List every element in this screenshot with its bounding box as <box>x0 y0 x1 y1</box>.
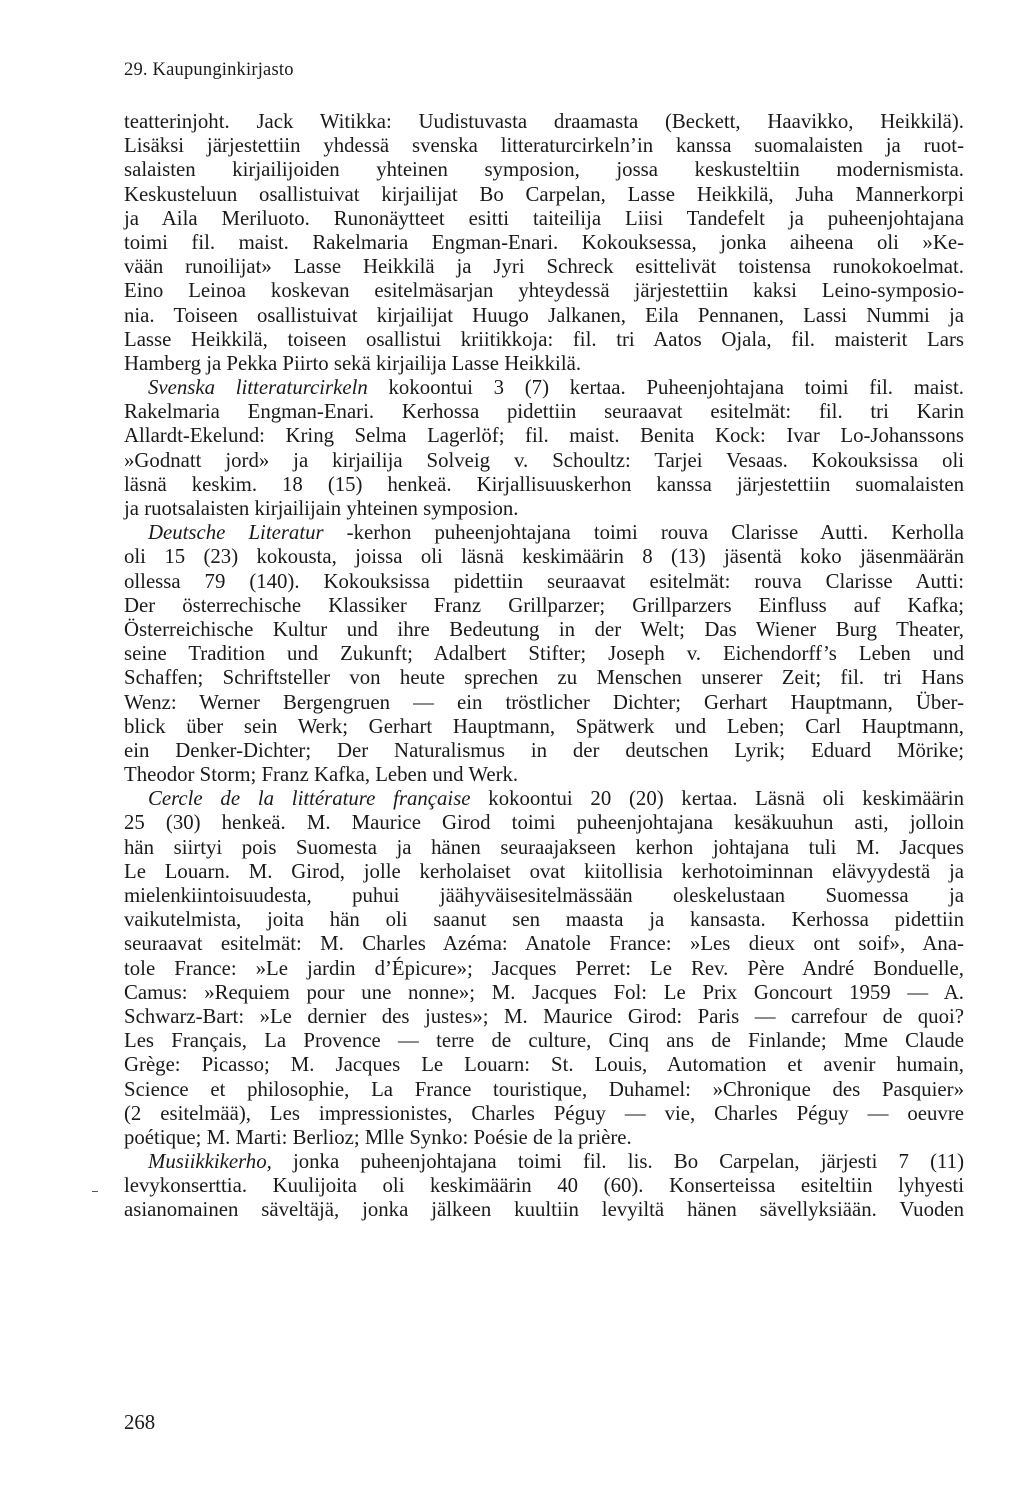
text-segment: jonka puheenjohtajana toimi fil. lis. Bo Carpelan, järjesti 7 (11) <box>271 1150 964 1174</box>
text-segment: asianomainen säveltäjä, jonka jälkeen kuultiin levyiltä hänen sävellyksiään. Vuoden <box>124 1198 964 1222</box>
text-segment: »Godnatt jord» ja kirjailija Solveig v. Schoultz: Tarjei Vesaas. Kokouksissa oli <box>124 448 964 472</box>
italic-title: Svenska litteraturcirkeln <box>148 376 368 400</box>
text-line <box>124 424 964 448</box>
text-line <box>124 134 964 158</box>
text-line <box>124 473 964 497</box>
text-line <box>124 981 964 1005</box>
text-segment: poétique; M. Marti: Berlioz; Mlle Synko: Poésie de la prière. <box>124 1125 632 1149</box>
text-segment: läsnä keskim. 18 (15) henkeä. Kirjallisuuskerhon kanssa järjestettiin suomalaisten <box>124 472 964 496</box>
text-line <box>124 739 964 763</box>
text-segment: toimi fil. maist. Rakelmaria Engman-Enari. Kokouksessa, jonka aiheena oli »Ke- <box>124 230 964 254</box>
text-line <box>124 1078 964 1102</box>
text-line <box>124 884 964 908</box>
text-segment: Les Français, La Provence — terre de culture, Cinq ans de Finlande; Mme Claude <box>124 1029 964 1053</box>
text-line <box>124 183 964 207</box>
text-line <box>124 1150 964 1174</box>
text-line <box>124 642 964 666</box>
text-segment: levykonserttia. Kuulijoita oli keskimäärin 40 (60). Konserteissa esiteltiin lyhyesti <box>124 1174 964 1198</box>
text-line <box>124 497 964 521</box>
text-segment: Theodor Storm; Franz Kafka, Leben und Werk. <box>124 763 519 787</box>
text-line <box>124 908 964 932</box>
text-line <box>124 1029 964 1053</box>
text-segment: blick über sein Werk; Gerhart Hauptmann, Spätwerk und Leben; Carl Hauptmann, <box>124 714 964 738</box>
text-segment: Allardt-Ekelund: Kring Selma Lagerlöf; fil. maist. Benita Kock: Ivar Lo-Johanssons <box>124 424 964 448</box>
text-segment: Lasse Heikkilä, toiseen osallistui kriitikkoja: fil. tri Aatos Ojala, fil. maisterit Lars <box>124 327 964 351</box>
text-line <box>124 570 964 594</box>
text-line <box>124 158 964 182</box>
text-segment: Rakelmaria Engman-Enari. Kerhossa pidettiin seuraavat esitelmät: fil. tri Karin <box>124 400 964 424</box>
text-segment: teatterinjoht. Jack Witikka: Uudistuvasta draamasta (Beckett, Haavikko, Heikkilä). <box>124 110 964 133</box>
text-segment: ein Denker-Dichter; Der Naturalismus in der deutschen Lyrik; Eduard Mörike; <box>124 738 964 762</box>
text-line <box>124 352 964 376</box>
text-line <box>124 207 964 231</box>
text-segment: Hamberg ja Pekka Piirto sekä kirjailija Lasse Heikkilä. <box>124 351 582 375</box>
text-segment: Schwarz-Bart: »Le dernier des justes»; M. Maurice Girod: Paris — carrefour de quoi? <box>124 1004 964 1028</box>
text-line <box>124 618 964 642</box>
text-line <box>124 521 964 545</box>
text-line <box>124 279 964 303</box>
text-line <box>124 715 964 739</box>
text-line <box>124 763 964 787</box>
text-segment: nia. Toiseen osallistuivat kirjailijat Huugo Jalkanen, Eila Pennanen, Lassi Nummi ja <box>124 303 964 327</box>
text-line <box>124 110 964 134</box>
italic-title: Cercle de la littérature française <box>148 787 471 811</box>
text-segment: oli 15 (23) kokousta, joissa oli läsnä keskimäärin 8 (13) jäsentä koko jäsenmäärän <box>124 545 964 569</box>
page-number: 268 <box>124 1411 156 1434</box>
text-line <box>124 545 964 569</box>
text-line <box>124 836 964 860</box>
text-segment: seuraavat esitelmät: M. Charles Azéma: Anatole France: »Les dieux ont soif», Ana- <box>124 932 964 956</box>
text-line <box>124 666 964 690</box>
text-segment: Science et philosophie, La France touristique, Duhamel: »Chronique des Pasquier» <box>124 1077 964 1101</box>
text-segment: kokoontui 20 (20) kertaa. Läsnä oli keskimäärin <box>470 787 964 811</box>
italic-title: Deutsche Literatur <box>148 521 324 545</box>
text-line <box>124 1174 964 1198</box>
text-segment: -kerhon puheenjohtajana toimi rouva Clarisse Autti. Kerholla <box>323 521 964 545</box>
text-segment: Der österrechische Klassiker Franz Grillparzer; Grillparzers Einfluss auf Kafka; <box>124 593 964 617</box>
text-line <box>124 1053 964 1077</box>
italic-title: Musiikkikerho, <box>148 1150 272 1174</box>
text-line <box>124 594 964 618</box>
text-segment: (2 esitelmää), Les impressionistes, Charles Péguy — vie, Charles Péguy — oeuvre <box>124 1101 964 1125</box>
text-segment: mielenkiintoisuudesta, puhui jäähyväisesitelmässään oleskelustaan Suomessa ja <box>124 884 964 907</box>
text-line <box>124 811 964 835</box>
text-line <box>124 255 964 279</box>
text-segment: vään runoilijat» Lasse Heikkilä ja Jyri Schreck esittelivät toistensa runokokoelmat. <box>124 255 964 279</box>
text-line <box>124 957 964 981</box>
text-segment: Lisäksi järjestettiin yhdessä svenska litteraturcirkeln’in kanssa suomalaisten ja ruot- <box>124 134 964 158</box>
text-segment: tole France: »Le jardin d’Épicure»; Jacques Perret: Le Rev. Père André Bonduelle, <box>124 956 964 980</box>
text-line <box>124 449 964 473</box>
text-segment: Le Louarn. M. Girod, jolle kerholaiset ovat kiitollisia kerhotoiminnan elävyydestä ja <box>124 859 964 883</box>
text-line <box>124 376 964 400</box>
text-segment: vaikutelmista, joita hän oli saanut sen maasta ja kansasta. Kerhossa pidettiin <box>124 908 964 932</box>
text-segment: Schaffen; Schriftsteller von heute sprechen zu Menschen unserer Zeit; fil. tri Hans <box>124 666 964 690</box>
text-line <box>124 400 964 424</box>
text-line <box>124 1198 964 1222</box>
text-segment: 25 (30) henkeä. M. Maurice Girod toimi puheenjohtajana kesäkuuhun asti, jolloin <box>124 811 964 835</box>
text-segment: Wenz: Werner Bergengruen — ein tröstlicher Dichter; Gerhart Hauptmann, Über- <box>124 690 964 714</box>
text-segment: ja ruotsalaisten kirjailijain yhteinen symposion. <box>124 497 519 520</box>
text-segment: seine Tradition und Zukunft; Adalbert Stifter; Joseph v. Eichendorff’s Leben und <box>124 642 964 666</box>
text-line <box>124 1126 964 1150</box>
text-segment: Grège: Picasso; M. Jacques Le Louarn: St. Louis, Automation et avenir humain, <box>124 1053 964 1077</box>
text-line <box>124 1005 964 1029</box>
text-line <box>124 304 964 328</box>
text-line <box>124 1102 964 1126</box>
text-segment: salaisten kirjailijoiden yhteinen symposion, jossa keskusteltiin modernismista. <box>124 158 964 182</box>
margin-mark <box>92 1191 98 1192</box>
text-segment: ja Aila Meriluoto. Runonäytteet esitti taiteilija Liisi Tandefelt ja puheenjohtajana <box>124 206 964 230</box>
text-segment: Keskusteluun osallistuivat kirjailijat Bo Carpelan, Lasse Heikkilä, Juha Mannerkorpi <box>124 182 964 206</box>
text-segment: ollessa 79 (140). Kokouksissa pidettiin seuraavat esitelmät: rouva Clarisse Autti: <box>124 569 964 593</box>
body-text <box>124 110 964 1223</box>
text-segment: Camus: »Requiem pour une nonne»; M. Jacques Fol: Le Prix Goncourt 1959 — A. <box>124 980 964 1004</box>
text-line <box>124 691 964 715</box>
text-line <box>124 328 964 352</box>
text-line <box>124 231 964 255</box>
text-line <box>124 932 964 956</box>
running-head: 29. Kaupunginkirjasto <box>124 60 294 80</box>
text-line <box>124 787 964 811</box>
text-segment: Eino Leinoa koskevan esitelmäsarjan yhteydessä järjestettiin kaksi Leino-symposio- <box>124 279 964 303</box>
text-segment: hän siirtyi pois Suomesta ja hänen seuraajakseen kerhon johtajana tuli M. Jacques <box>124 835 964 859</box>
text-line <box>124 860 964 884</box>
text-segment: kokoontui 3 (7) kertaa. Puheenjohtajana toimi fil. maist. <box>367 376 964 400</box>
text-segment: Österreichische Kultur und ihre Bedeutung in der Welt; Das Wiener Burg Theater, <box>124 617 964 641</box>
